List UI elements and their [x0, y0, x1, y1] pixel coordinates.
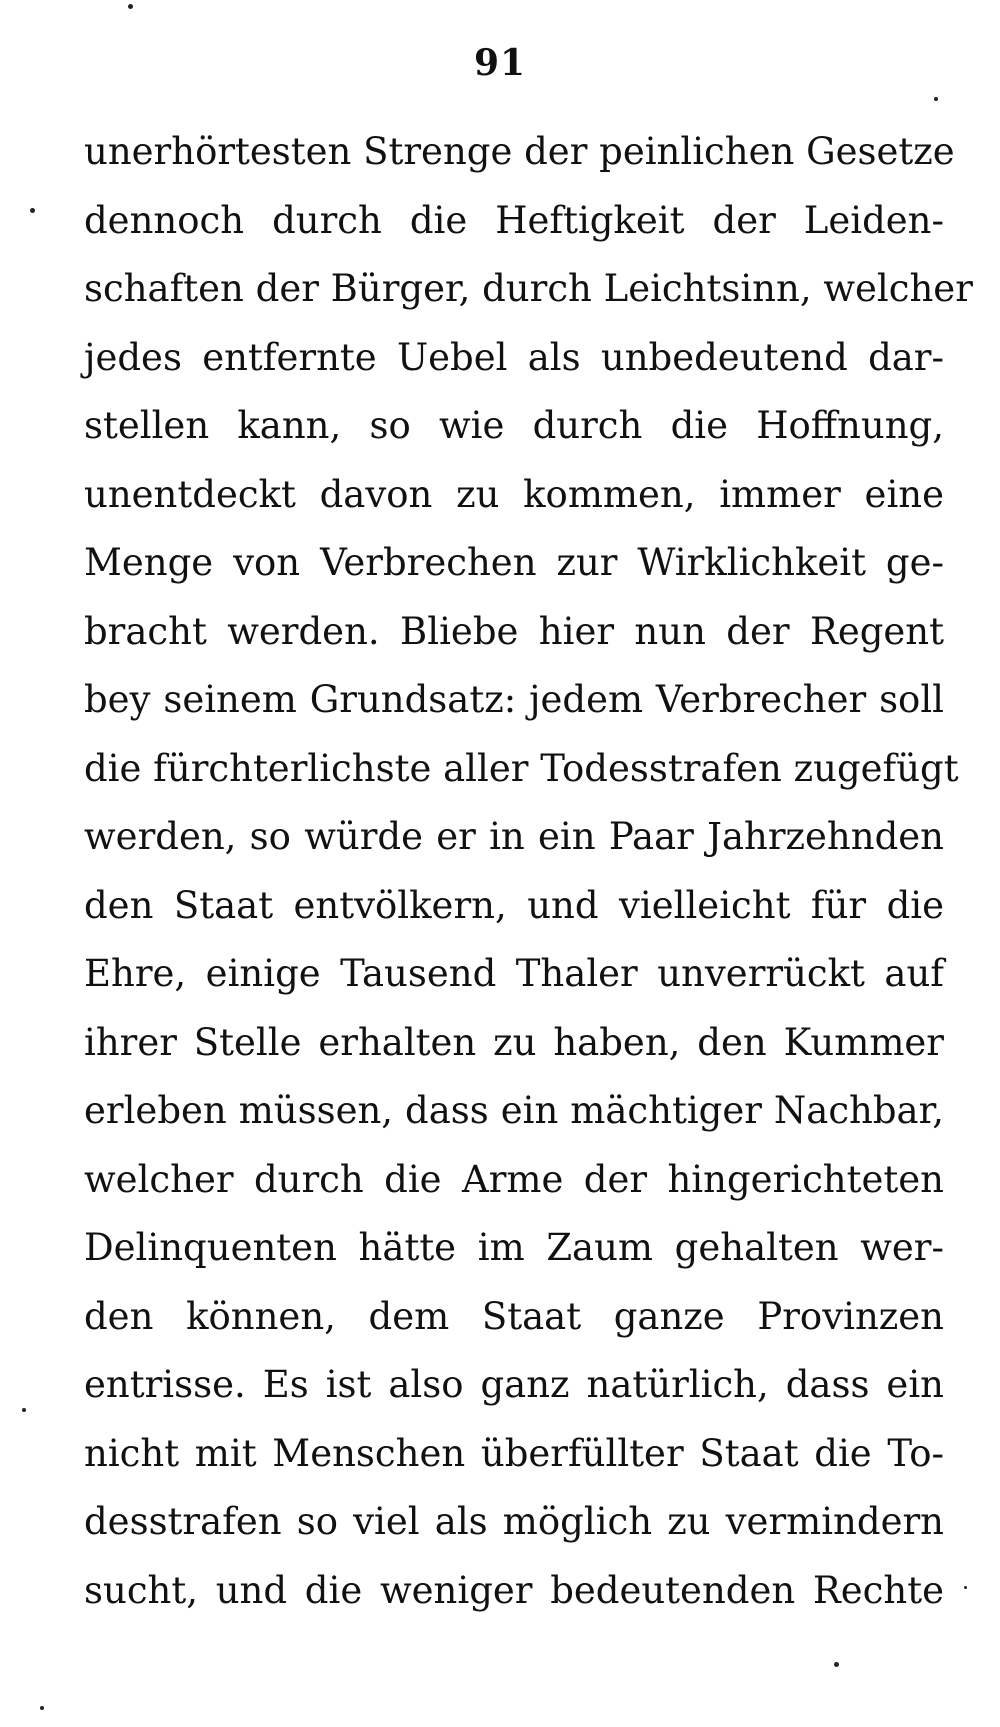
text-line: dennoch durch die Heftigkeit der Leiden-	[84, 198, 944, 242]
text-line: die fürchterlichste aller Todesstrafen zugefügt	[84, 746, 959, 790]
text-line: sucht, und die weniger bedeutenden Rechte	[84, 1568, 944, 1612]
text-line: unerhörtesten Strenge der peinlichen Gesetze	[84, 130, 955, 173]
scan-speck	[834, 1662, 839, 1667]
text-line: stellen kann, so wie durch die Hoffnung,	[84, 404, 944, 447]
text-line: bey seinem Grundsatz: jedem Verbrecher soll	[84, 678, 944, 721]
text-line: Ehre, einige Tausend Thaler unverrückt auf	[84, 952, 944, 995]
text-line: ihrer Stelle erhalten zu haben, den Kummer	[84, 1020, 944, 1064]
text-line: entrisse. Es ist also ganz natürlich, dass ein	[84, 1363, 944, 1406]
text-line: welcher durch die Arme der hingerichteten	[84, 1157, 944, 1201]
text-line: schaften der Bürger, durch Leichtsinn, welcher	[84, 267, 973, 310]
text-line: den Staat entvölkern, und vielleicht für die	[84, 883, 944, 927]
body-text	[84, 118, 973, 1625]
scan-speck	[30, 208, 35, 213]
text-line: desstrafen so viel als möglich zu vermindern	[84, 1500, 944, 1543]
text-line: den können, dem Staat ganze Provinzen	[84, 1294, 944, 1338]
scan-speck	[964, 1586, 967, 1589]
text-line: jedes entfernte Uebel als unbedeutend dar-	[84, 335, 944, 379]
text-line: Delinquenten hätte im Zaum gehalten wer-	[84, 1226, 944, 1269]
text-line: Menge von Verbrechen zur Wirklichkeit ge-	[84, 541, 944, 584]
scan-speck	[22, 1408, 26, 1412]
scan-speck	[128, 4, 133, 9]
text-line: erleben müssen, dass ein mächtiger Nachbar,	[84, 1089, 944, 1132]
page-number: 91	[473, 42, 527, 84]
scan-speck	[40, 1706, 44, 1710]
text-line: unentdeckt davon zu kommen, immer eine	[84, 472, 944, 516]
text-line: nicht mit Menschen überfüllter Staat die To-	[84, 1431, 944, 1475]
text-line: bracht werden. Bliebe hier nun der Regent	[84, 609, 944, 653]
scan-speck	[934, 97, 938, 101]
text-line: werden, so würde er in ein Paar Jahrzehnden	[84, 815, 944, 858]
